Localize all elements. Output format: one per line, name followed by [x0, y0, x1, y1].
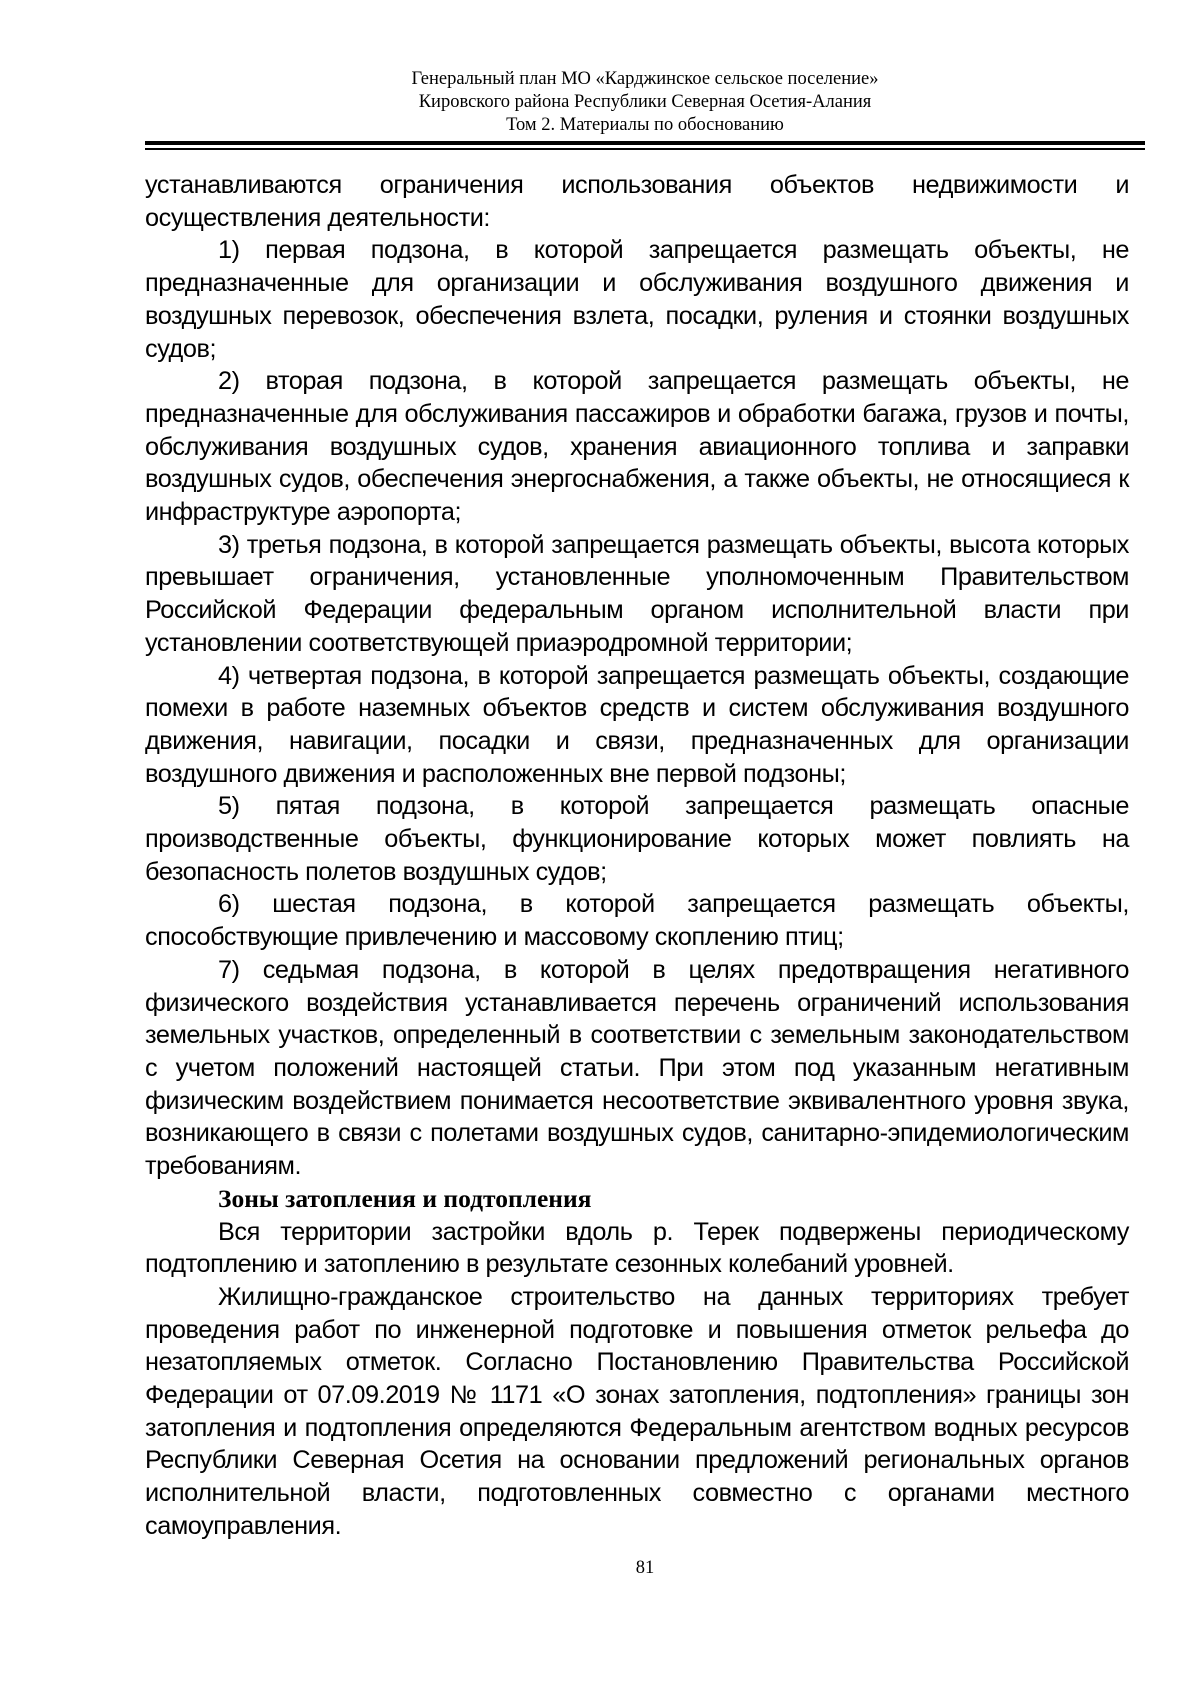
subzone-item-2: 2) вторая подзона, в которой запрещается размещать объекты, не предназначенные для обслуживания пассажиров и обработки багажа, грузов и почты, обслуживания воздушных судов, хранения авиационного топлива и заправки воздушных судов, обеспечения энергоснабжения, а также объекты, не относящиеся к инфраструктуре аэропорта; — [145, 367, 1129, 527]
subzone-item-6: 6) шестая подзона, в которой запрещается размещать объекты, способствующие привлечению и массовому скоплению птиц; — [145, 890, 1129, 952]
header-line-2: Кировского района Республики Северная Осетия-Алания — [418, 92, 872, 112]
subzone-item-1: 1) первая подзона, в которой запрещается размещать объекты, не предназначенные для организации и обслуживания воздушного движения и воздушных перевозок, обеспечения взлета, посадки, руления и стоянки воздушных судов; — [145, 236, 1129, 363]
section-heading: Зоны затопления и подтопления — [218, 1183, 592, 1213]
header-rule-thin — [145, 148, 1145, 150]
subzone-item-5: 5) пятая подзона, в которой запрещается размещать опасные производственные объекты, функционирование которых может повлиять на безопасность полетов воздушных судов; — [145, 792, 1129, 886]
flood-paragraph-1: Вся территории застройки вдоль р. Терек подвержены периодическому подтоплению и затоплению в результате сезонных колебаний уровней. — [145, 1217, 1129, 1279]
subzone-item-7: 7) седьмая подзона, в которой в целях предотвращения негативного физического воздействия устанавливается перечень ограничений использования земельных участков, определенный в соответствии с земельным законодательством с учетом положений настоящей статьи. При этом под указанным негативным физическим воздействием понимается несоответствие эквивалентного уровня звука, возникающего в связи с полетами воздушных судов, санитарно-эпидемиологическим требованиям. — [145, 955, 1129, 1181]
subzone-item-3: 3) третья подзона, в которой запрещается размещать объекты, высота которых превышает ограничения, установленные уполномоченным Правительством Российской Федерации федеральным органом исполнительной власти при установлении соответствующей приаэродромной территории; — [145, 530, 1129, 657]
page-number: 81 — [635, 1558, 655, 1578]
subzone-item-4: 4) четвертая подзона, в которой запрещается размещать объекты, создающие помехи в работе наземных объектов средств и систем обслуживания воздушного движения, навигации, посадки и связи, предназначенных для организации воздушного движения и расположенных вне первой подзоны; — [145, 661, 1129, 788]
running-header — [145, 68, 1145, 137]
header-line-3: Том 2. Материалы по обоснованию — [506, 115, 784, 135]
document-body — [145, 169, 1129, 1543]
header-line-1: Генеральный план МО «Карджинское сельское поселение» — [411, 69, 879, 89]
flood-paragraph-2: Жилищно-гражданское строительство на данных территориях требует проведения работ по инженерной подготовке и повышения отметок рельефа до незатопляемых отметок. Согласно Постановлению Правительства Российской Федерации от 07.09.2019 № 1171 «О зонах затопления, подтопления» границы зон затопления и подтопления определяются Федеральным агентством водных ресурсов Республики Северная Осетия на основании предложений региональных органов исполнительной власти, подготовленных совместно с органами местного самоуправления. — [145, 1282, 1129, 1540]
header-rule-thick — [145, 141, 1145, 145]
intro-paragraph: устанавливаются ограничения использования объектов недвижимости и осуществления деятельности: — [145, 171, 1129, 232]
